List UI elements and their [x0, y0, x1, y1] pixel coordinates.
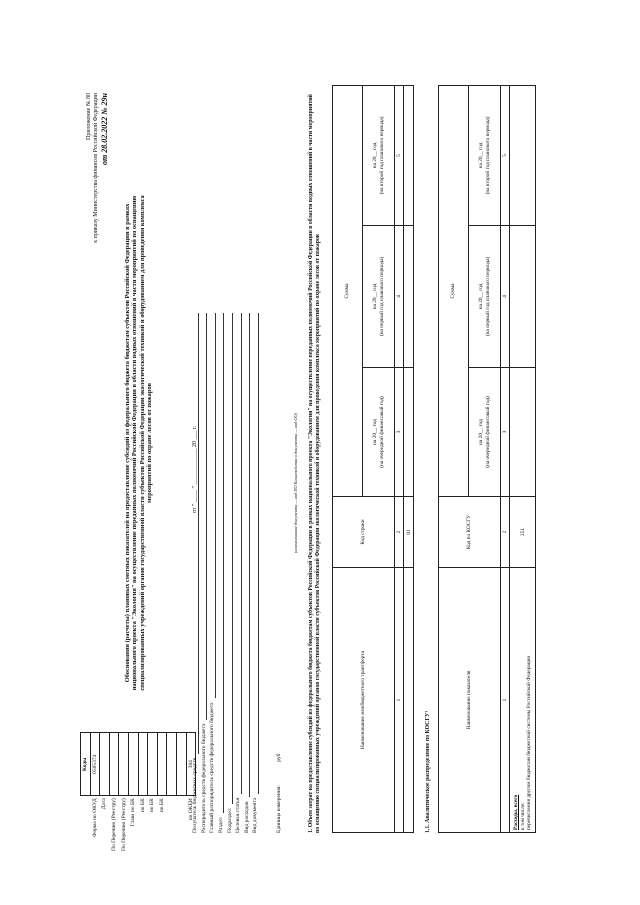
t1-row-sum-2 — [404, 225, 414, 367]
t1-col-sum: Сумма — [333, 85, 363, 496]
annex-number: Приложение № 80 — [86, 92, 92, 140]
codes-label: По Перечню (Реестру) — [120, 797, 127, 851]
codes-label: Форма по ОКУД — [91, 797, 98, 837]
codes-value — [119, 732, 129, 795]
t1-num-5: 5 — [395, 85, 404, 225]
t1-num-2: 2 — [395, 496, 404, 567]
codes-value: 384 — [186, 732, 196, 795]
requisite-fill-line — [192, 313, 199, 754]
codes-label — [176, 795, 186, 852]
codes-value — [128, 732, 138, 795]
t2-total-row-name: Расходы, всего в том числе: перечисления другим бюджетам бюджетной системы Российской Федерации — [510, 567, 536, 832]
codes-label: по БК — [158, 797, 165, 812]
codes-value — [157, 732, 167, 795]
requisite-label: Подраздел — [226, 807, 233, 833]
table-1 — [332, 85, 414, 833]
t1-num-4: 4 — [395, 225, 404, 367]
t1-year1: на 20__ год (на очередной финансовый год) — [363, 367, 395, 496]
requisite-fill-line — [252, 313, 259, 794]
codes-label: По Перечню (Реестру) — [110, 797, 117, 851]
codes-label — [167, 795, 177, 852]
t1-row-code: 01 — [404, 496, 414, 567]
requisite-label: Распорядитель средств федерального бюджета — [200, 723, 207, 833]
requisite-fill-line — [235, 313, 242, 794]
codes-label: по ОКЕИ — [187, 797, 194, 820]
t2-year1: на 20__ год (на очередной финансовый год) — [469, 367, 501, 496]
codes-value — [138, 732, 148, 795]
t2-num-3: 3 — [501, 367, 510, 496]
requisite-fill-line — [200, 313, 207, 720]
requisites-fields — [190, 313, 259, 833]
requisite-label: Получатель бюджетных средств — [192, 757, 199, 833]
units-row — [276, 753, 282, 832]
t2-total-row-code: 251 — [510, 496, 536, 567]
t2-total-sum-2 — [510, 225, 536, 367]
section-1-1-title: 1.1. Аналитическое распределение по КОСГУ¹ — [425, 710, 431, 833]
codes-header: Коды — [81, 732, 91, 795]
units-label: Единица измерения: — [276, 784, 282, 833]
annex-date-signature: от 28.02.2022 № 29н — [99, 92, 109, 165]
codes-value: 0505374 — [90, 732, 100, 795]
t2-total-sum-3 — [510, 85, 536, 225]
requisite-label: Целевая статья — [235, 797, 242, 833]
requisite-fill-line — [209, 313, 216, 698]
annex-order: к приказу Министерства финансов Российской Федерации — [92, 92, 99, 243]
t2-total-sum-1 — [510, 367, 536, 496]
t1-num-1: 1 — [395, 567, 404, 832]
t1-row-sum-3 — [404, 85, 414, 225]
requisite-row — [250, 313, 259, 833]
t2-year2: на 20__ год (на первый год планового периода) — [469, 225, 501, 367]
date-line: от " ____ " ____________ 20 ___ г. — [192, 425, 198, 513]
codes-value — [109, 732, 119, 795]
t1-num-3: 3 — [395, 367, 404, 496]
t2-num-2: 2 — [501, 496, 510, 567]
t2-col-name: Наименование показателя — [439, 567, 501, 832]
t2-num-1: 1 — [501, 567, 510, 832]
units-value: руб — [276, 753, 282, 762]
section-1-title: 1. Объем затрат на предоставление субсидий из федерального бюджета бюджетам субъектов Российской Федерации в рамках национального проекта "Экология" на осуществление переданных полномочий Российской Федерации в области водных отношений в части мероприятий по оснащению специализированных учреждений органов государственной власти субъектов Российской Федерации экологической техникой и оборудованием для проведения комплекса мероприятий по охране лесов от пожаров — [308, 93, 321, 833]
codes-label: Глава по БК — [130, 797, 137, 826]
requisite-label: Главный распорядитель средств федерального бюджета — [209, 701, 216, 833]
requisite-fill-line — [217, 313, 224, 813]
requisite-label: Раздел — [218, 816, 225, 833]
requisite-row — [224, 313, 233, 833]
requisite-fill-line — [243, 313, 250, 797]
requisite-row — [190, 313, 199, 833]
codes-table — [80, 732, 199, 853]
t1-col-code: Код строки — [333, 496, 395, 567]
t1-year3: на 20__ год (на второй год планового периода) — [363, 85, 395, 225]
date-hint: (наименование документа — код ПО Казначейства и документа — код ОО) — [293, 412, 298, 553]
requisite-row — [207, 313, 216, 833]
requisite-label: Вид документа — [252, 797, 259, 833]
codes-label: по БК — [149, 797, 156, 812]
codes-value — [100, 732, 110, 795]
codes-label: Дата — [101, 797, 108, 809]
codes-value — [167, 732, 177, 795]
codes-value — [148, 732, 158, 795]
t2-year3: на 20__ год (на второй год планового периода) — [469, 85, 501, 225]
t2-num-5: 5 — [501, 85, 510, 225]
requisite-row — [242, 313, 251, 833]
annex-header — [86, 93, 109, 343]
t1-col-name: Наименование межбюджетного трансферта — [333, 567, 395, 832]
requisite-fill-line — [226, 313, 233, 804]
t1-year2: на 20__ год (на первый год планового периода) — [363, 225, 395, 367]
codes-corner — [81, 795, 91, 852]
document-title: Обоснования (расчеты) плановых сметных показателей на предоставление субсидий из федерального бюджета бюджетам субъектов Российской Федерации в рамках национального проекта "Экология" на осуществление переданных полномочий Российской Федерации в области водных отношений в части мероприятий по оснащению специализированных учреждений органов государственной власти субъектов Российской Федерации экологической техникой и оборудованием для проведения комплекса мероприятий по охране лесов от пожаров — [124, 194, 154, 691]
requisite-row — [199, 313, 208, 833]
document-sheet — [80, 53, 560, 853]
t1-row-name — [404, 567, 414, 832]
t2-col-code: Код по КОСГУ — [439, 496, 501, 567]
codes-value — [176, 732, 186, 795]
t1-row-sum-1 — [404, 367, 414, 496]
table-2 — [438, 85, 536, 833]
t2-col-sum: Сумма — [439, 85, 469, 496]
codes-label: по БК — [139, 797, 146, 812]
t2-num-4: 4 — [501, 225, 510, 367]
requisite-label: Вид расходов — [243, 800, 250, 833]
requisite-row — [233, 313, 242, 833]
requisite-row — [216, 313, 225, 833]
